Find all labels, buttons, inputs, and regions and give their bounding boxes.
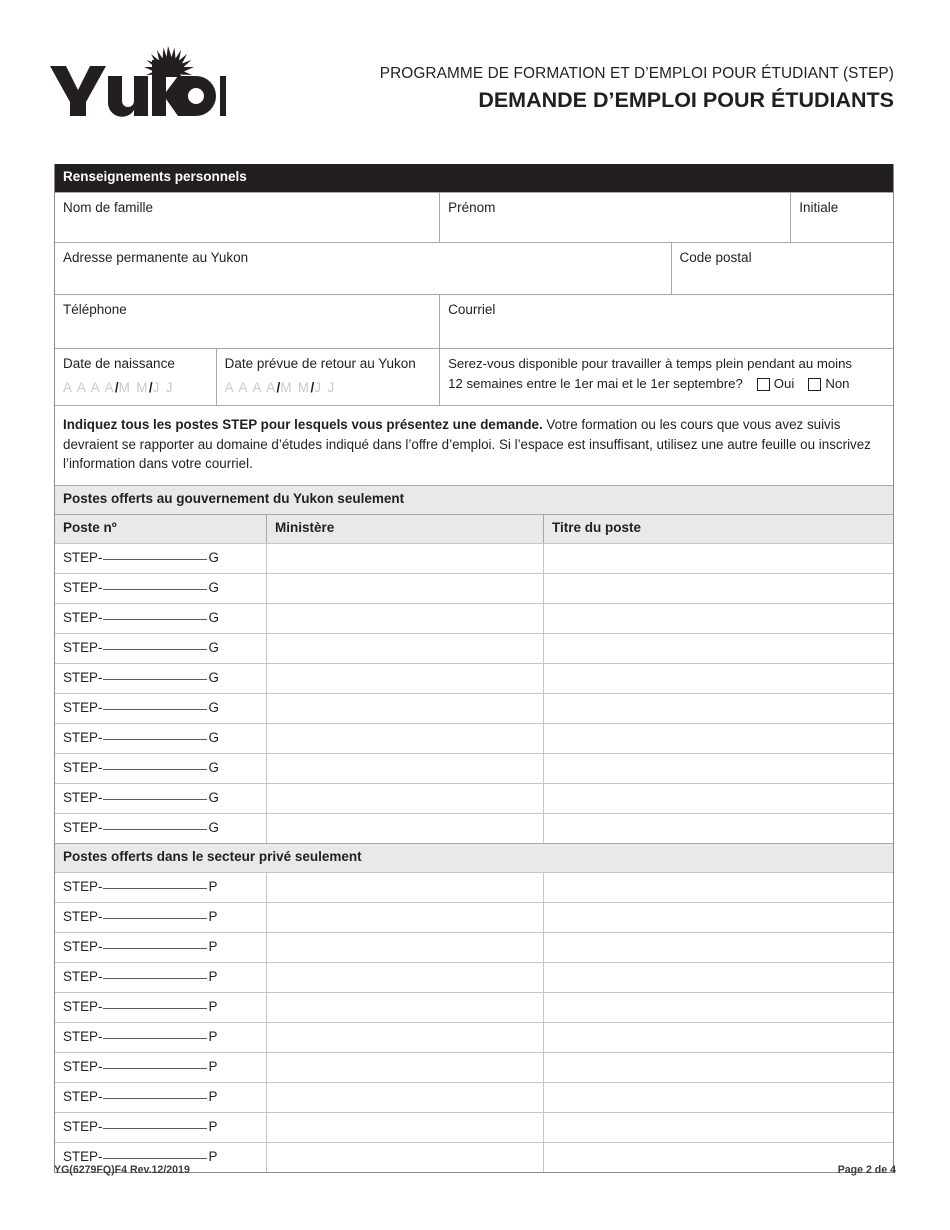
poste-suffix: G <box>208 549 219 565</box>
gov-poste-no-field[interactable] <box>55 754 266 783</box>
ret-sep2: / <box>310 380 315 396</box>
table-row <box>55 603 893 633</box>
priv-ministere-field[interactable] <box>266 1113 543 1142</box>
dob-month-hint: M M <box>118 380 149 396</box>
gov-poste-no-field[interactable] <box>55 814 266 843</box>
gov-ministere-field[interactable] <box>266 754 543 783</box>
poste-number-blank[interactable] <box>103 888 207 889</box>
poste-suffix: G <box>208 819 219 835</box>
poste-prefix: STEP- <box>63 968 103 984</box>
gov-ministere-field[interactable] <box>266 604 543 633</box>
ret-month-hint: M M <box>280 380 311 396</box>
program-name: PROGRAMME DE FORMATION ET D’EMPLOI POUR ÉTUDIANT (STEP) <box>379 65 894 82</box>
instructions-rest: Votre formation ou les cours que vous avez suivis devraient se rapporter au domaine d’études indiqué dans l’offre d’emploi. Si l’espace est insuffisant, utilisez une autre feuille ou inscrivez l’information dans votre courriel. <box>63 416 871 472</box>
header-title-block <box>238 46 894 115</box>
field-phone[interactable] <box>55 294 439 348</box>
poste-suffix: G <box>208 729 219 745</box>
table-row <box>55 872 893 902</box>
table-row <box>55 543 893 573</box>
availability-question-line1: Serez-vous disponible pour travailler à temps plein pendant au moins <box>448 355 853 371</box>
table-row <box>55 693 893 723</box>
table-row <box>55 902 893 932</box>
priv-titre-field[interactable] <box>543 993 893 1022</box>
gov-poste-no-field[interactable] <box>55 574 266 603</box>
poste-prefix: STEP- <box>63 699 103 715</box>
field-birth-date[interactable] <box>55 348 216 405</box>
gov-ministere-field[interactable] <box>266 784 543 813</box>
poste-suffix: G <box>208 579 219 595</box>
poste-number-blank[interactable] <box>103 649 207 650</box>
column-header-poste-no: Poste nº <box>63 519 117 535</box>
dob-day-hint: J J <box>152 380 174 396</box>
gov-poste-no-field[interactable] <box>55 664 266 693</box>
poste-suffix: G <box>208 639 219 655</box>
poste-suffix: P <box>208 908 218 924</box>
ret-sep1: / <box>276 380 281 396</box>
table-row <box>55 992 893 1022</box>
label-last-name: Nom de famille <box>63 199 154 215</box>
poste-prefix: STEP- <box>63 878 103 894</box>
poste-prefix: STEP- <box>63 908 103 924</box>
gov-ministere-field[interactable] <box>266 814 543 843</box>
table-row <box>55 723 893 753</box>
section-header-personal: Renseignements personnels <box>55 164 893 192</box>
poste-number-blank[interactable] <box>103 1158 207 1159</box>
poste-suffix: P <box>208 1118 218 1134</box>
poste-suffix: P <box>208 1088 218 1104</box>
gov-titre-field[interactable] <box>543 574 893 603</box>
poste-prefix: STEP- <box>63 938 103 954</box>
table-row <box>55 663 893 693</box>
poste-number-blank[interactable] <box>103 709 207 710</box>
name-row <box>55 192 893 242</box>
gov-poste-no-field[interactable] <box>55 724 266 753</box>
availability-answer-line <box>448 374 885 394</box>
table-row <box>55 1112 893 1142</box>
label-address: Adresse permanente au Yukon <box>63 249 249 265</box>
section-header-private: Postes offerts dans le secteur privé seulement <box>55 843 893 872</box>
poste-suffix: G <box>208 669 219 685</box>
gov-titre-field[interactable] <box>543 814 893 843</box>
gov-titre-field[interactable] <box>543 604 893 633</box>
poste-prefix: STEP- <box>63 669 103 685</box>
poste-number-blank[interactable] <box>103 918 207 919</box>
gov-ministere-field[interactable] <box>266 694 543 723</box>
poste-number-blank[interactable] <box>103 1038 207 1039</box>
page-footer <box>54 1164 896 1176</box>
instructions-bold-lead: Indiquez tous les postes STEP pour lesquels vous présentez une demande. <box>63 416 543 432</box>
field-initial[interactable] <box>790 192 893 242</box>
priv-titre-field[interactable] <box>543 1023 893 1052</box>
gov-ministere-field[interactable] <box>266 544 543 573</box>
gov-ministere-field[interactable] <box>266 664 543 693</box>
priv-titre-field[interactable] <box>543 1053 893 1082</box>
priv-ministere-field[interactable] <box>266 1083 543 1112</box>
gov-poste-no-field[interactable] <box>55 604 266 633</box>
label-postal-code: Code postal <box>679 249 752 265</box>
field-return-date[interactable] <box>216 348 439 405</box>
poste-prefix: STEP- <box>63 579 103 595</box>
poste-number-blank[interactable] <box>103 1128 207 1129</box>
poste-prefix: STEP- <box>63 639 103 655</box>
gov-poste-no-field[interactable] <box>55 634 266 663</box>
ret-year-hint: A A A A <box>224 380 277 396</box>
table-row <box>55 783 893 813</box>
poste-number-blank[interactable] <box>103 559 207 560</box>
priv-poste-no-field[interactable] <box>55 933 266 962</box>
poste-prefix: STEP- <box>63 1118 103 1134</box>
priv-titre-field[interactable] <box>543 1113 893 1142</box>
label-email: Courriel <box>448 301 496 317</box>
address-row <box>55 242 893 294</box>
section-header-government: Postes offerts au gouvernement du Yukon seulement <box>55 485 893 514</box>
poste-number-blank[interactable] <box>103 948 207 949</box>
priv-poste-no-field[interactable] <box>55 873 266 902</box>
priv-poste-no-field[interactable] <box>55 963 266 992</box>
gov-ministere-field[interactable] <box>266 634 543 663</box>
priv-ministere-field[interactable] <box>266 933 543 962</box>
checkbox-oui[interactable] <box>757 378 770 391</box>
dob-year-hint: A A A A <box>63 380 115 396</box>
priv-titre-field[interactable] <box>543 1083 893 1112</box>
priv-titre-field[interactable] <box>543 873 893 902</box>
gov-poste-no-field[interactable] <box>55 784 266 813</box>
gov-titre-field[interactable] <box>543 664 893 693</box>
return-date-format-hint <box>225 379 431 397</box>
poste-number-blank[interactable] <box>103 1098 207 1099</box>
poste-suffix: G <box>208 759 219 775</box>
poste-number-blank[interactable] <box>103 978 207 979</box>
priv-poste-no-field[interactable] <box>55 1113 266 1142</box>
field-address[interactable] <box>55 242 671 294</box>
yukon-wordmark-svg <box>48 46 226 118</box>
priv-ministere-field[interactable] <box>266 903 543 932</box>
priv-ministere-field[interactable] <box>266 1053 543 1082</box>
poste-prefix: STEP- <box>63 729 103 745</box>
poste-prefix: STEP- <box>63 789 103 805</box>
table-row <box>55 1052 893 1082</box>
table-row <box>55 962 893 992</box>
page-title: DEMANDE D’EMPLOI POUR ÉTUDIANTS <box>478 88 894 113</box>
label-return-date: Date prévue de retour au Yukon <box>224 355 416 371</box>
poste-suffix: P <box>208 938 218 954</box>
table-row <box>55 573 893 603</box>
poste-prefix: STEP- <box>63 1028 103 1044</box>
private-rows-container <box>55 872 893 1172</box>
page-header <box>0 0 950 118</box>
label-birth-date: Date de naissance <box>63 355 175 371</box>
poste-number-blank[interactable] <box>103 679 207 680</box>
column-header-ministere: Ministère <box>266 515 543 543</box>
table-row <box>55 813 893 843</box>
poste-prefix: STEP- <box>63 549 103 565</box>
poste-number-blank[interactable] <box>103 589 207 590</box>
poste-number-blank[interactable] <box>103 619 207 620</box>
poste-suffix: P <box>208 878 218 894</box>
poste-number-blank[interactable] <box>103 739 207 740</box>
poste-prefix: STEP- <box>63 819 103 835</box>
label-phone: Téléphone <box>63 301 127 317</box>
sunburst-icon <box>144 46 194 77</box>
poste-suffix: G <box>208 789 219 805</box>
field-first-name[interactable] <box>439 192 790 242</box>
poste-prefix: STEP- <box>63 609 103 625</box>
gov-ministere-field[interactable] <box>266 574 543 603</box>
poste-suffix: G <box>208 699 219 715</box>
yukon-logo <box>48 46 238 118</box>
gov-titre-field[interactable] <box>543 754 893 783</box>
priv-poste-no-field[interactable] <box>55 993 266 1022</box>
gov-ministere-field[interactable] <box>266 724 543 753</box>
label-initial: Initiale <box>799 199 839 215</box>
table-row <box>55 753 893 783</box>
government-rows-container <box>55 543 893 843</box>
form-table <box>54 164 894 1173</box>
poste-prefix: STEP- <box>63 998 103 1014</box>
priv-titre-field[interactable] <box>543 933 893 962</box>
poste-suffix: P <box>208 968 218 984</box>
gov-titre-field[interactable] <box>543 694 893 723</box>
table-row <box>55 932 893 962</box>
poste-number-blank[interactable] <box>103 829 207 830</box>
gov-titre-field[interactable] <box>543 544 893 573</box>
ret-day-hint: J J <box>314 380 336 396</box>
label-non: Non <box>825 376 850 392</box>
birth-date-format-hint <box>63 379 208 397</box>
dob-sep1: / <box>114 380 119 396</box>
page-number: Page 2 de 4 <box>837 1164 896 1176</box>
poste-number-blank[interactable] <box>103 1008 207 1009</box>
gov-poste-no-field[interactable] <box>55 694 266 723</box>
poste-number-blank[interactable] <box>103 1068 207 1069</box>
priv-titre-field[interactable] <box>543 963 893 992</box>
gov-titre-field[interactable] <box>543 784 893 813</box>
table-row <box>55 1082 893 1112</box>
poste-suffix: P <box>208 998 218 1014</box>
positions-column-headers-government <box>55 514 893 543</box>
gov-titre-field[interactable] <box>543 724 893 753</box>
poste-suffix: P <box>208 1148 218 1164</box>
gov-titre-field[interactable] <box>543 634 893 663</box>
label-first-name: Prénom <box>448 199 496 215</box>
poste-suffix: P <box>208 1028 218 1044</box>
field-last-name[interactable] <box>55 192 439 242</box>
priv-ministere-field[interactable] <box>266 963 543 992</box>
priv-ministere-field[interactable] <box>266 1023 543 1052</box>
priv-poste-no-field[interactable] <box>55 903 266 932</box>
priv-poste-no-field[interactable] <box>55 1023 266 1052</box>
column-header-titre: Titre du poste <box>543 515 893 543</box>
label-oui: Oui <box>773 376 795 392</box>
form-number: YG(6279FQ)F4 Rev.12/2019 <box>54 1164 190 1176</box>
poste-prefix: STEP- <box>63 1148 103 1164</box>
priv-poste-no-field[interactable] <box>55 1053 266 1082</box>
dates-row <box>55 348 893 405</box>
table-row <box>55 633 893 663</box>
availability-question-line2: 12 semaines entre le 1er mai et le 1er septembre? <box>448 376 743 392</box>
poste-suffix: P <box>208 1058 218 1074</box>
table-row <box>55 1022 893 1052</box>
contact-row <box>55 294 893 348</box>
field-email[interactable] <box>439 294 893 348</box>
checkbox-non[interactable] <box>808 378 821 391</box>
priv-ministere-field[interactable] <box>266 873 543 902</box>
instructions-paragraph <box>55 405 893 485</box>
poste-prefix: STEP- <box>63 759 103 775</box>
field-availability <box>439 348 893 405</box>
priv-poste-no-field[interactable] <box>55 1083 266 1112</box>
dob-sep2: / <box>148 380 153 396</box>
field-postal-code[interactable] <box>671 242 893 294</box>
poste-number-blank[interactable] <box>103 799 207 800</box>
priv-ministere-field[interactable] <box>266 993 543 1022</box>
poste-prefix: STEP- <box>63 1058 103 1074</box>
priv-titre-field[interactable] <box>543 903 893 932</box>
gov-poste-no-field[interactable] <box>55 544 266 573</box>
poste-prefix: STEP- <box>63 1088 103 1104</box>
poste-number-blank[interactable] <box>103 769 207 770</box>
poste-suffix: G <box>208 609 219 625</box>
